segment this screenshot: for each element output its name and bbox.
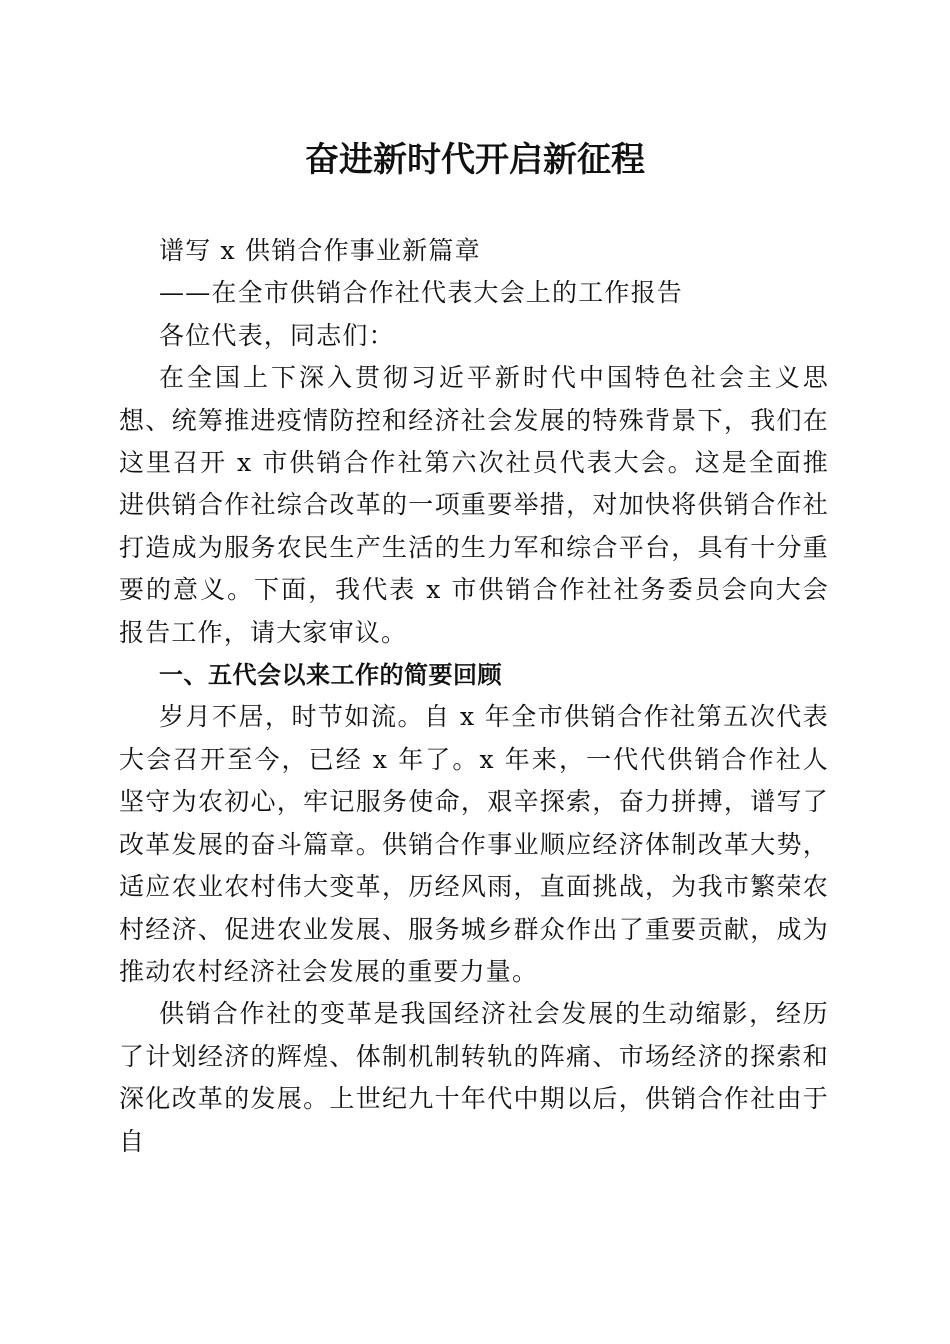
paragraph-2: 岁月不居，时节如流。自 x 年全市供销合作社第五次代表大会召开至今，已经 x 年了。x 年来，一代代供销合作社人坚守为农初心，牢记服务使命，艰辛探索，奋力拼搏，谱写了改革发展的奋斗篇章。供销合作事业顺应经济体制改革大势，适应农业农村伟大变革，历经风雨，直面挑战，为我市繁荣农村经济、促进农业发展、服务城乡群众作出了重要贡献，成为推动农村经济社会发展的重要力量。	[119, 702, 829, 986]
salutation: 各位代表，同志们：	[159, 320, 395, 350]
report-line: ——在全市供销合作社代表大会上的工作报告	[159, 278, 684, 308]
document-title: 奋进新时代开启新征程	[305, 140, 645, 180]
paragraph-3: 供销合作社的变革是我国经济社会发展的生动缩影，经历了计划经济的辉煌、体制机制转轨的阵痛、市场经济的探索和深化改革的发展。上世纪九十年代中期以后，供销合作社由于自	[119, 999, 829, 1156]
section-1-heading: 一、五代会以来工作的简要回顾	[159, 661, 502, 690]
document-subtitle: 谱写 x 供销合作事业新篇章	[159, 236, 481, 265]
paragraph-1: 在全国上下深入贯彻习近平新时代中国特色社会主义思想、统筹推进疫情防控和经济社会发展的特殊背景下，我们在这里召开 x 市供销合作社第六次社员代表大会。这是全面推进供销合作社综合改革的一项重要举措，对加快将供销合作社打造成为服务农民生产生活的生力军和综合平台，具有十分重要的意义。下面，我代表 x 市供销合作社社务委员会向大会报告工作，请大家审议。	[119, 363, 829, 647]
document-body	[119, 230, 829, 1163]
